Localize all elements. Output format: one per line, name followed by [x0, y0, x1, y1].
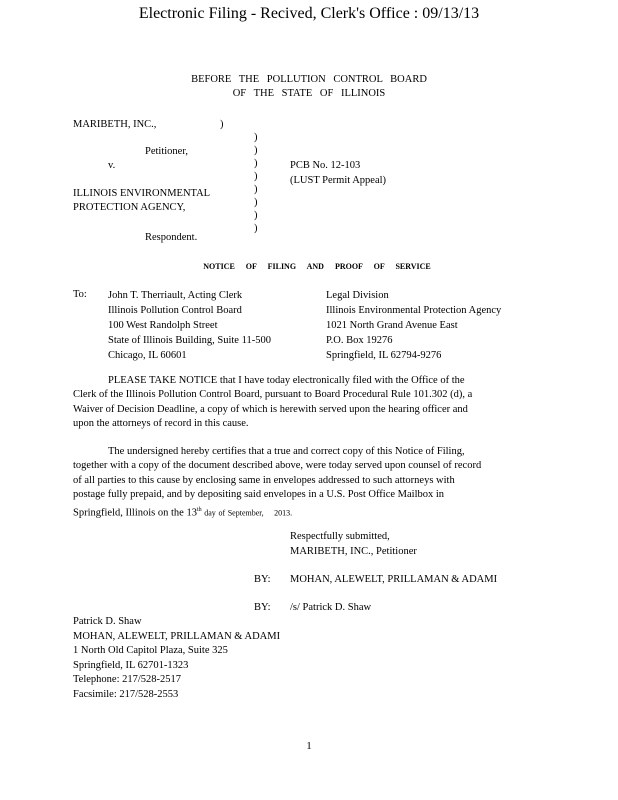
recipient-right-line: Illinois Environmental Protection Agency	[326, 305, 502, 316]
caption-paren: )	[254, 184, 258, 195]
paragraph-line: Waiver of Decision Deadline, a copy of which is herewith served upon the hearing officer and	[73, 403, 468, 415]
case-type: (LUST Permit Appeal)	[290, 175, 387, 186]
electronic-signature: /s/ Patrick D. Shaw	[290, 602, 372, 613]
respondent-label: Respondent.	[145, 232, 198, 243]
attorney-line: Patrick D. Shaw	[73, 616, 142, 627]
caption-paren: )	[254, 145, 258, 156]
respondent-name-line-1: ILLINOIS ENVIRONMENTAL	[73, 188, 211, 199]
recipient-right-line: 1021 North Grand Avenue East	[326, 320, 458, 331]
recipient-left-line: State of Illinois Building, Suite 11-500	[108, 335, 271, 346]
versus: v.	[108, 160, 116, 171]
filing-stamp-header: Electronic Filing - Recived, Clerk's Office : 09/13/13	[138, 5, 480, 22]
page-number: 1	[306, 740, 312, 752]
board-title-line-2: OF THE STATE OF ILLINOIS	[232, 88, 386, 99]
to-label: To:	[73, 289, 87, 300]
ordinal-suffix: th	[196, 506, 202, 513]
paragraph-line-date	[73, 503, 481, 521]
caption-paren: )	[254, 132, 258, 143]
caption-paren: )	[254, 197, 258, 208]
board-title-line-1: BEFORE THE POLLUTION CONTROL BOARD	[191, 74, 427, 85]
petitioner-label: Petitioner,	[145, 146, 189, 157]
paragraph-line: upon the attorneys of record in this cause.	[73, 418, 249, 430]
date-month: September,	[227, 508, 264, 518]
attorney-block	[73, 615, 280, 702]
caption-paren: )	[220, 119, 224, 130]
recipient-right-line: Legal Division	[326, 290, 389, 301]
by-label-2: BY:	[254, 602, 271, 613]
paragraph-line: together with a copy of the document described above, were today served upon counsel of record	[73, 460, 482, 472]
attorney-line: Facsimile: 217/528-2553	[73, 688, 179, 700]
recipient-left-block	[108, 288, 271, 363]
by-firm: MOHAN, ALEWELT, PRILLAMAN & ADAMI	[290, 574, 498, 585]
attorney-line: 1 North Old Capitol Plaza, Suite 325	[73, 645, 228, 656]
date-of-word: of	[218, 508, 226, 518]
date-day-word: day	[204, 508, 216, 518]
recipient-left-line: Chicago, IL 60601	[108, 350, 187, 361]
paragraph-line: Clerk of the Illinois Pollution Control Board, pursuant to Board Procedural Rule 101.302 (d), a	[73, 389, 473, 401]
respondent-name-line-2: PROTECTION AGENCY,	[73, 202, 186, 213]
case-number: PCB No. 12-103	[290, 160, 361, 171]
petitioner-name: MARIBETH, INC.,	[73, 119, 157, 130]
caption-paren: )	[254, 210, 258, 221]
paragraph-line: The undersigned hereby certifies that a true and correct copy of this Notice of Filing,	[108, 446, 465, 457]
certification-paragraph	[73, 445, 481, 521]
notice-title: NOTICE OF FILING AND PROOF OF SERVICE	[203, 262, 431, 271]
recipient-right-line: P.O. Box 19276	[326, 335, 393, 346]
caption-paren: )	[254, 171, 258, 182]
recipient-left-line: Illinois Pollution Control Board	[108, 305, 242, 316]
recipient-right-block	[326, 288, 501, 363]
paragraph-line: of all parties to this cause by enclosing same in envelopes addressed to such attorneys with	[73, 474, 455, 486]
caption-paren: )	[254, 223, 258, 234]
attorney-line: MOHAN, ALEWELT, PRILLAMAN & ADAMI	[73, 630, 281, 642]
recipient-right-line: Springfield, IL 62794-9276	[326, 350, 442, 361]
by-label-1: BY:	[254, 574, 271, 585]
date-text: Springfield, Illinois on the 13	[73, 507, 197, 519]
attorney-line: Springfield, IL 62701-1323	[73, 659, 189, 671]
date-year: 2013.	[274, 508, 293, 518]
caption-paren: )	[254, 158, 258, 169]
caption-paren-column	[254, 131, 258, 235]
paragraph-line: postage fully prepaid, and by depositing said envelopes in a U.S. Post Office Mailbox in	[73, 489, 445, 501]
paragraph-line: PLEASE TAKE NOTICE that I have today electronically filed with the Office of the	[108, 375, 465, 386]
signing-party: MARIBETH, INC., Petitioner	[290, 546, 417, 557]
closing: Respectfully submitted,	[290, 531, 390, 542]
notice-paragraph	[73, 374, 472, 432]
recipient-left-line: John T. Therriault, Acting Clerk	[108, 290, 243, 301]
attorney-line: Telephone: 217/528-2517	[73, 674, 182, 685]
recipient-left-line: 100 West Randolph Street	[108, 320, 218, 331]
